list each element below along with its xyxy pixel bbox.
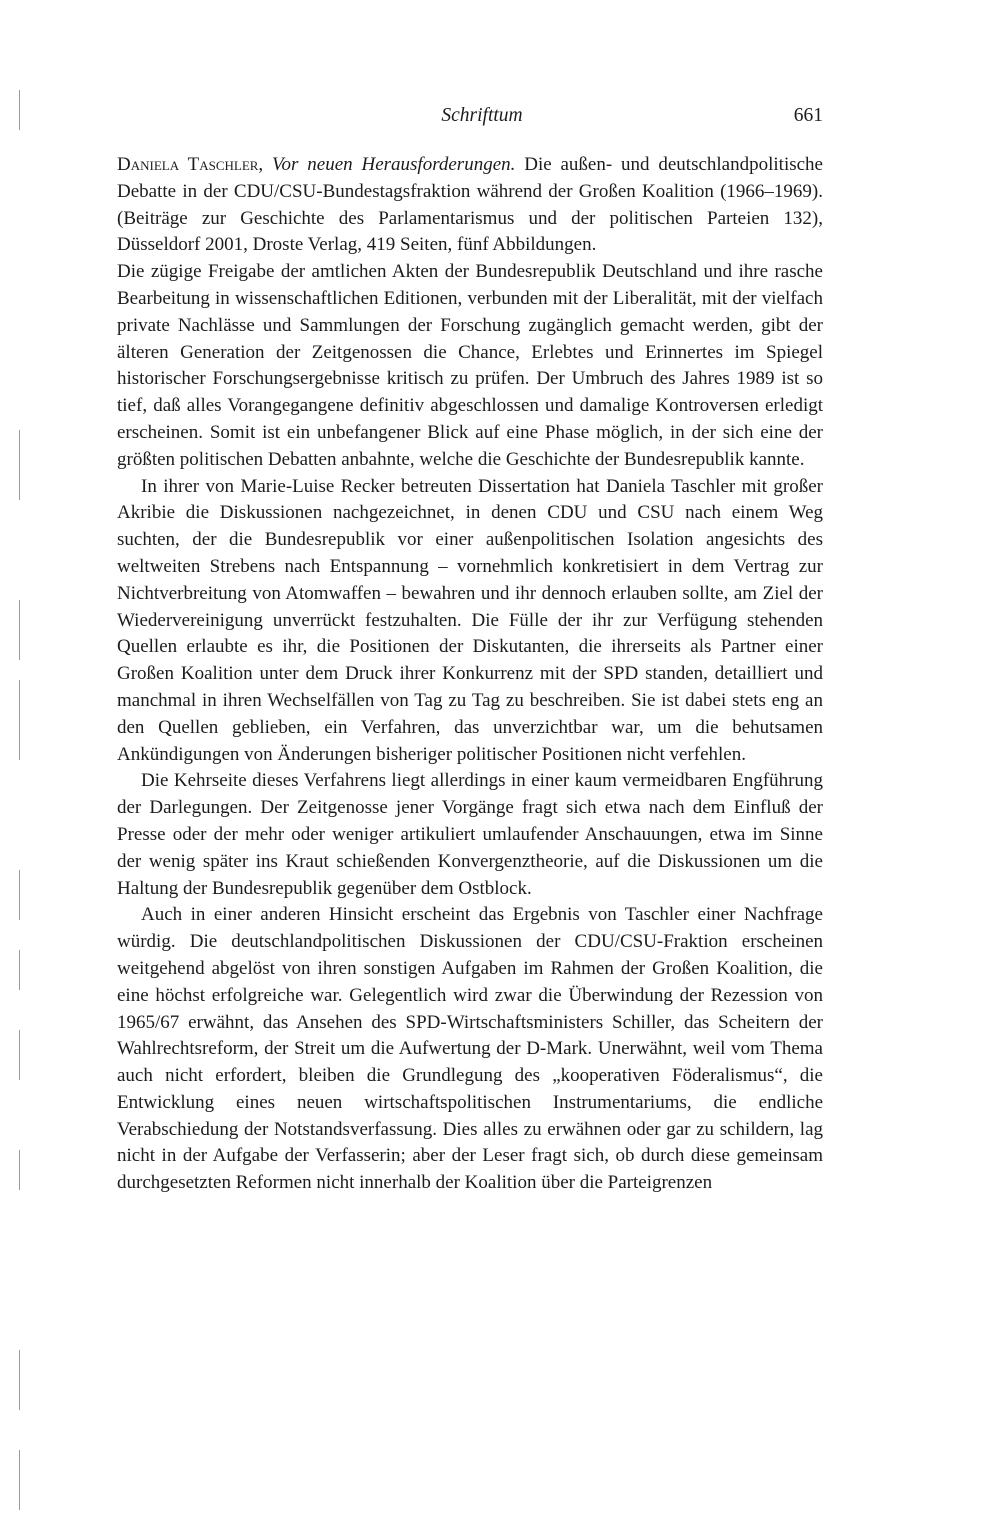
bibliographic-entry: [117, 152, 823, 259]
paragraph-1: Die zügige Freigabe der amtlichen Akten der Bundesrepublik Deutschland und ihre rasche Bearbeitung in wissenschaftlichen Editionen, verbunden mit der Liberalität, mit der vielfach private Nachlässe und Sammlungen der Forschung zugänglich gemacht werden, gibt der älteren Generation der Zeitgenossen die Chance, Erlebtes und Erinnertes im Spiegel historischer Forschungsergebnisse kritisch zu prüfen. Der Umbruch des Jahres 1989 ist so tief, daß alles Vorangegangene definitiv abgeschlossen und damalige Kontroversen erledigt erscheinen. Somit ist ein unbefangener Blick auf eine Phase möglich, in der sich eine der größten politischen Debatten anbahnte, welche die Geschichte der Bundesrepublik kannte.: [117, 261, 823, 470]
entry-author: Daniela Taschler,: [117, 154, 264, 175]
running-title: Schrifttum: [441, 105, 523, 126]
scan-margin-marks: [18, 70, 22, 1510]
body-text: [117, 152, 823, 1197]
running-header: [117, 101, 823, 131]
paragraph-3: Die Kehrseite dieses Verfahrens liegt allerdings in einer kaum vermeidbaren Engführung der Darlegungen. Der Zeitgenosse jener Vorgänge fragt sich etwa nach dem Einfluß der Presse oder der mehr oder weniger artikuliert umlaufender Anschauungen, etwa im Sinne der wenig später ins Kraut schießenden Konvergenztheorie, auf die Diskussionen um die Haltung der Bundesrepublik gegenüber dem Ostblock.: [117, 770, 823, 899]
page-number: 661: [793, 105, 823, 126]
paragraph-4: Auch in einer anderen Hinsicht erscheint das Ergebnis von Taschler einer Nachfrage würdig. Die deutschlandpolitischen Diskussionen der CDU/CSU-Fraktion erscheinen weitgehend abgelöst von ihren sonstigen Aufgaben im Rahmen der Großen Koalition, die eine höchst erfolgreiche war. Gelegentlich wird zwar die Überwindung der Rezession von 1965/67 erwähnt, das Ansehen des SPD-Wirtschaftsministers Schiller, das Scheitern der Wahlrechtsreform, der Streit um die Aufwertung der D-Mark. Unerwähnt, weil vom Thema auch nicht erfordert, bleiben die Grundlegung des „kooperativen Föderalismus“, die Entwicklung eines neuen wirtschaftspolitischen Instrumentariums, die endliche Verabschiedung der Notstandsverfassung. Dies alles zu erwähnen oder gar zu schildern, lag nicht in der Aufgabe der Verfasserin; aber der Leser fragt sich, ob durch diese gemeinsam durchgesetzten Reformen nicht innerhalb der Koalition über die Parteigrenzen: [117, 904, 823, 1194]
entry-details: Die außen- und deutschlandpolitische Debatte in der CDU/CSU-Bundestagsfraktion während der Großen Koalition (1966–1969). (Beiträge zur Geschichte des Parlamentarismus und der politischen Parteien 132), Düsseldorf 2001, Droste Verlag, 419 Seiten, fünf Abbildungen.: [117, 154, 823, 256]
entry-title: Vor neuen Herausforderungen.: [272, 154, 516, 175]
paragraph-2: In ihrer von Marie-Luise Recker betreuten Dissertation hat Daniela Taschler mit großer Akribie die Diskussionen nachgezeichnet, in denen CDU und CSU nach einem Weg suchten, der die Bundesrepublik vor einer außenpolitischen Isolation angesichts des weltweiten Strebens nach Entspannung – vornehmlich konkretisiert in dem Vertrag zur Nichtverbreitung von Atomwaffen – bewahren und ihr dennoch erlauben sollte, am Ziel der Wiedervereinigung unverrückt festzuhalten. Die Fülle der ihr zur Verfügung stehenden Quellen erlaubte es ihr, die Positionen der Diskutanten, die ihrerseits als Partner einer Großen Koalition unter dem Druck ihrer Konkurrenz mit der SPD standen, detailliert und manchmal in ihren Wechselfällen von Tag zu Tag zu beschreiben. Sie ist dabei stets eng an den Quellen geblieben, ein Verfahren, das unverzichtbar war, um die behutsamen Ankündigungen von Änderungen bisheriger politischer Positionen nicht verfehlen.: [117, 475, 823, 765]
